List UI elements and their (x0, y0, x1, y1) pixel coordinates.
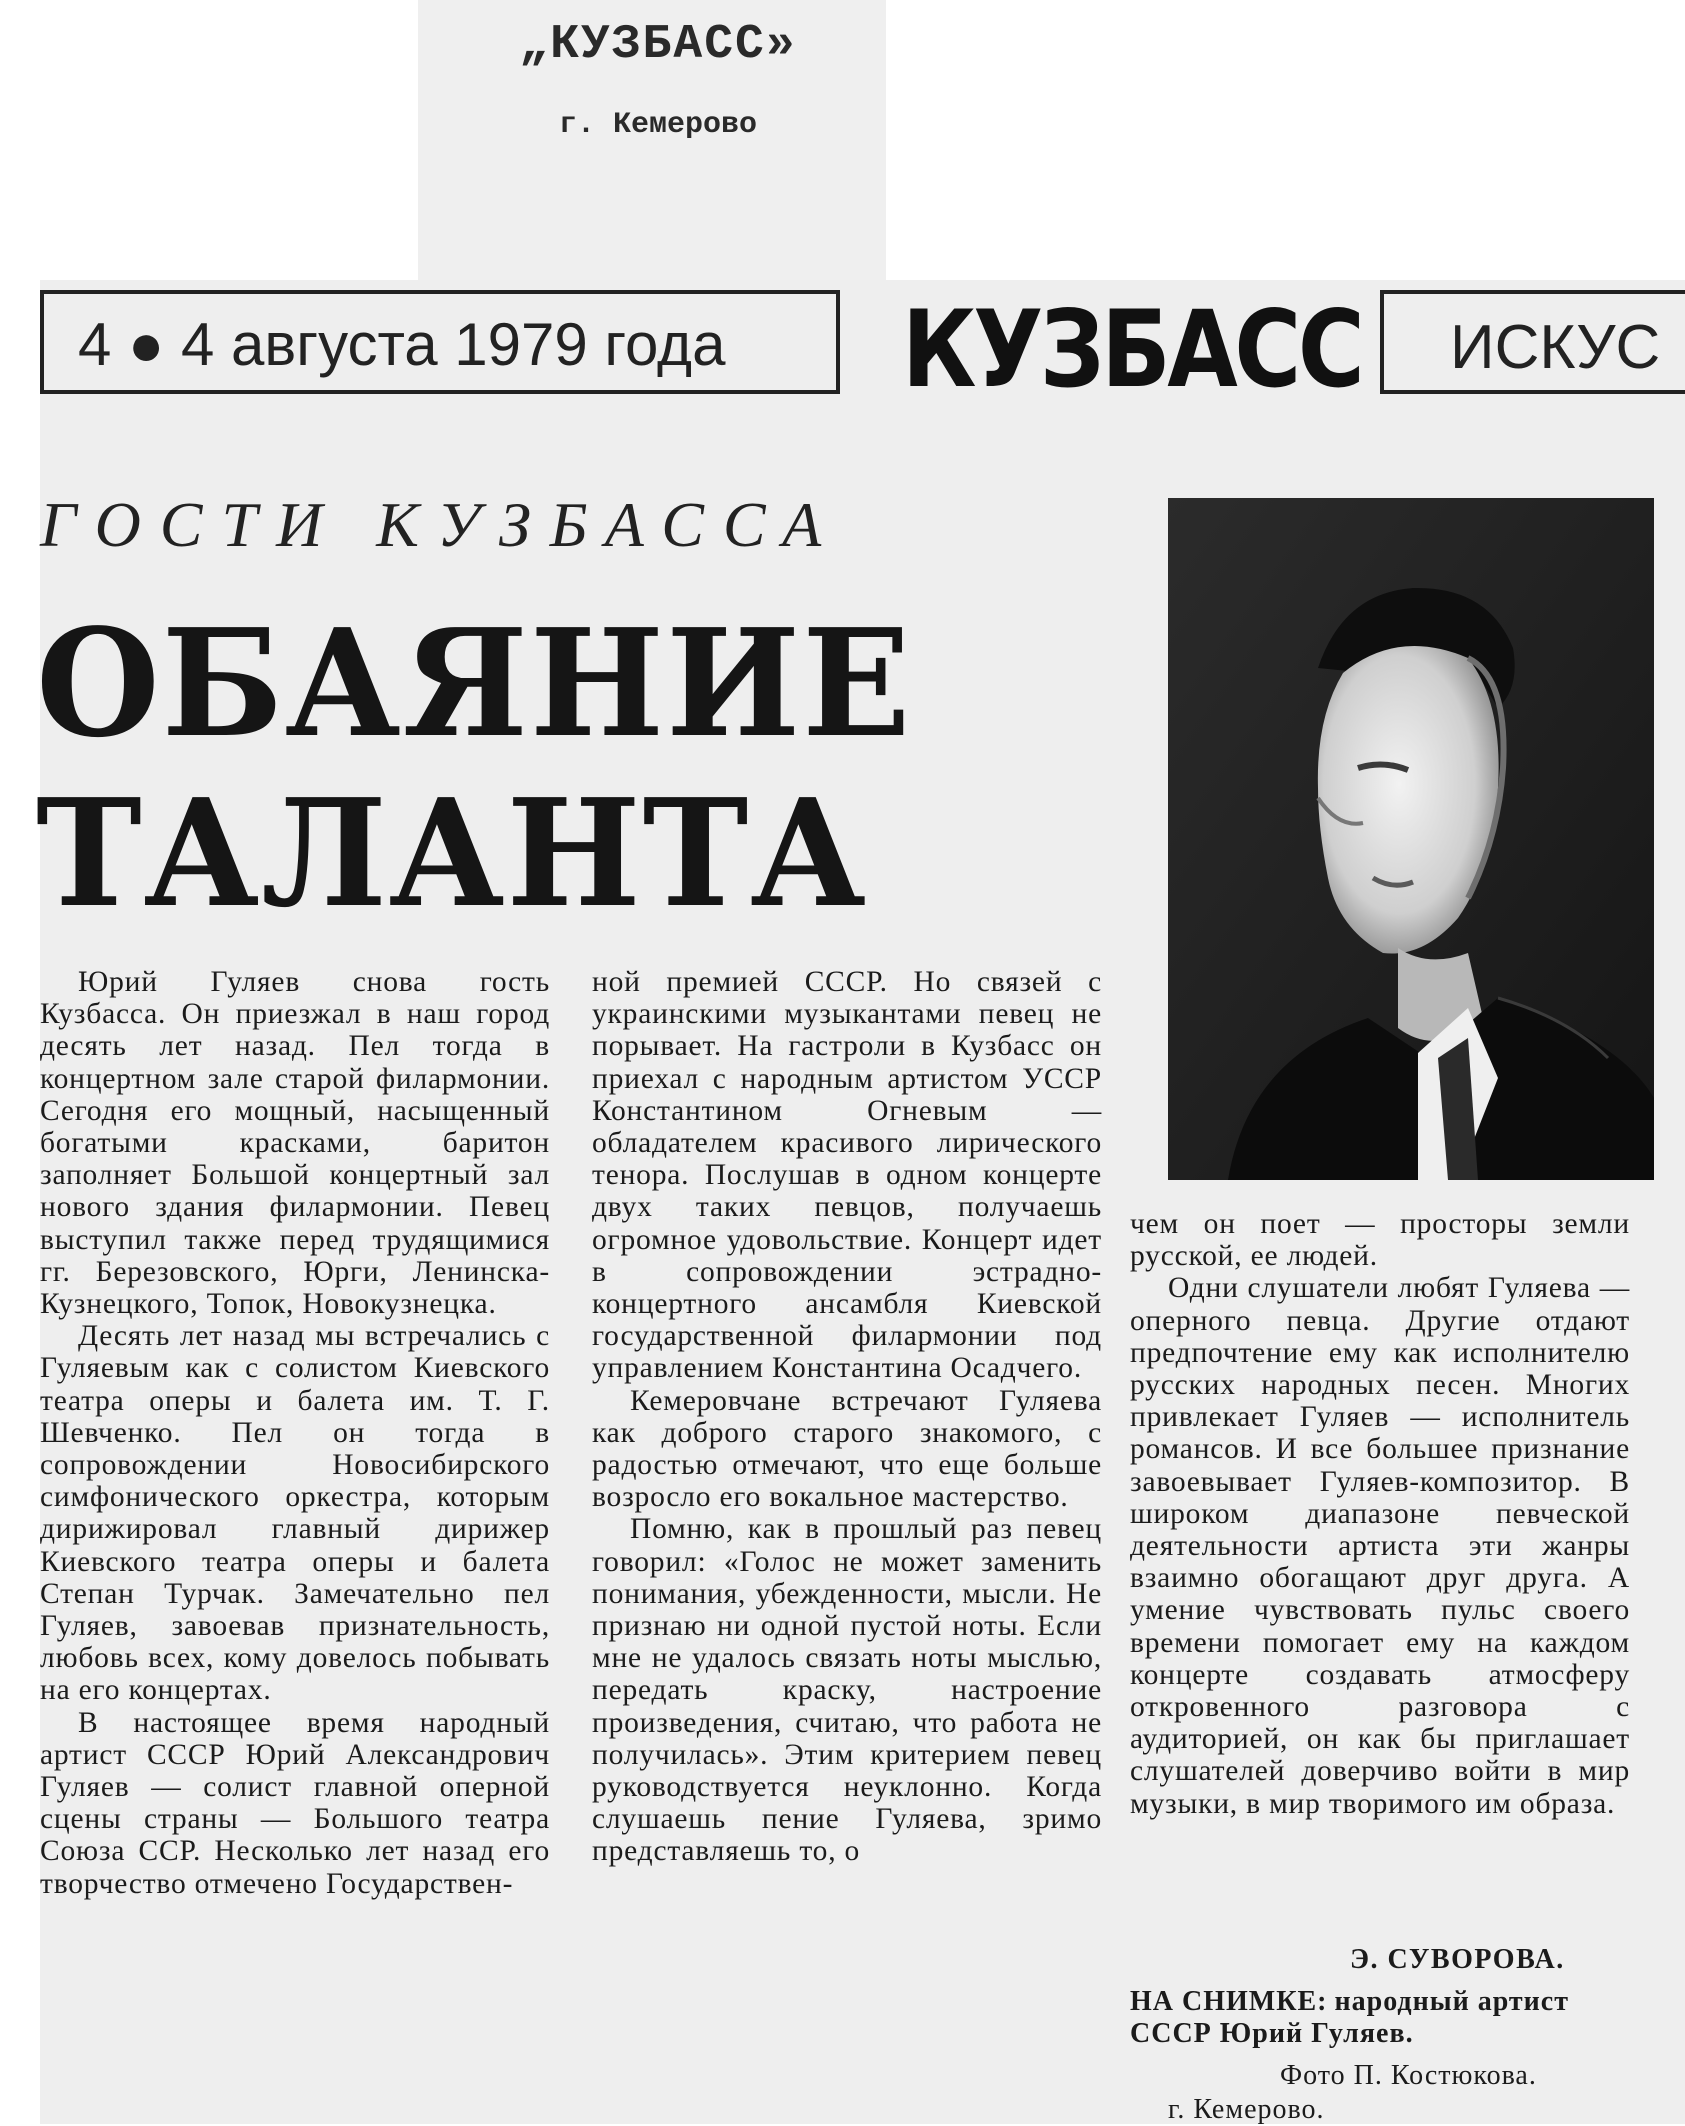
paragraph: Одни слушатели любят Гуляева — оперного певца. Другие отдают предпочтение ему как исполнителю русских народных песен. Многих привлекает Гуляев — исполнитель романсов. И все большее признание завоевывает Гуляев-композитор. В широком диапазоне певческой деятельности артиста эти жанры взаимно обогащают друг друга. А умение чувствовать пульс своего времени помогает ему на каждом концерте создавать атмосферу откровенного разговора с аудиторией, он как бы приглашает слушателей доверчиво войти в мир музыки, в мир творимого им образа. (1130, 1272, 1630, 1820)
newspaper-clipping (36, 280, 1685, 2125)
stamp-newspaper-name: „КУЗБАСС» (519, 18, 797, 72)
article-author: Э. СУВОРОВА. (1350, 1944, 1565, 1975)
caption-text: народный артист СССР Юрий Гуляев. (1130, 1986, 1569, 2049)
clipping-stamp (418, 0, 886, 290)
singer-portrait-photo (1168, 498, 1654, 1180)
caption-label: НА СНИМКЕ: (1130, 1986, 1328, 2017)
paragraph: ной премией СССР. Но связей с украинскими музыкантами певец не порывает. На гастроли в Кузбасс он приехал с народным артистом УССР Константином Огневым — обладателем красивого лирического тенора. Послушав в одном концерте двух таких певцов, получаешь огромное удовольствие. Концерт идет в сопровождении эстрадно-концертного ансамбля Киевской государственной филармонии под управлением Константина Осадчего. (592, 966, 1102, 1385)
article-column-1 (40, 966, 550, 1900)
paragraph: Юрий Гуляев снова гость Кузбасса. Он приезжал в наш город десять лет назад. Пел тогда в концертном зале старой филармонии. Сегодня его мощный, насыщенный богатыми красками, баритон заполняет Большой концертный зал нового здания филармонии. Певец выступил также перед трудящимися гг. Березовского, Юрги, Ленинска-Кузнецкого, Топок, Новокузнецка. (40, 966, 550, 1321)
issue-date: 4 ● 4 августа 1979 года (78, 311, 726, 378)
paragraph: Помню, как в прошлый раз певец говорил: «Голос не может заменить понимания, убежденности, мысли. Не признаю ни одной пустой ноты. Если мне не удалось связать ноты мыслью, передать краску, настроение произведения, считаю, что работа не получилась». Этим критерием певец руководствуется неуклонно. Когда слушаешь пение Гуляева, зримо представляешь то, о (592, 1513, 1102, 1868)
photo-credit: Фото П. Костюкова. (1280, 2060, 1537, 2091)
section-label: ИСКУС (1450, 313, 1661, 382)
article-column-3 (1130, 1208, 1630, 1820)
article-headline (36, 598, 1116, 938)
article-rubric: ГОСТИ КУЗБАССА (40, 489, 841, 560)
newspaper-masthead (902, 288, 1370, 411)
issue-date-box (40, 290, 840, 394)
paragraph: В настоящее время народный артист СССР Юрий Александрович Гуляев — солист главной оперной сцены страны — Большого театра Союза ССР. Несколько лет назад его творчество отмечено Государствен- (40, 1706, 550, 1900)
headline-line-1: ОБАЯНИЕ (36, 596, 913, 770)
photo-caption (1130, 1986, 1650, 2050)
portrait-image (1168, 498, 1654, 1180)
article-column-2 (592, 966, 1102, 1868)
paragraph: чем он поет — просторы земли русской, ее людей. (1130, 1208, 1630, 1273)
photo-city: г. Кемерово. (1168, 2094, 1325, 2125)
stamp-city: г. Кемерово (558, 108, 758, 142)
paragraph: Кемеровчане встречают Гуляева как доброго старого знакомого, с радостью отмечают, что еще больше возросло его вокальное мастерство. (592, 1384, 1102, 1514)
headline-line-2: ТАЛАНТА (36, 766, 868, 940)
masthead-title: КУЗБАСС (902, 288, 1362, 411)
paragraph: Десять лет назад мы встречались с Гуляевым как с солистом Киевского театра оперы и балета им. Т. Г. Шевченко. Пел он тогда в сопровождении Новосибирского симфонического оркестра, которым дирижировал главный дирижер Киевского театра оперы и балета Степан Турчак. Замечательно пел Гуляев, завоевав признательность, любовь всех, кому довелось побывать на его концертах. (40, 1320, 550, 1707)
section-label-box (1380, 290, 1685, 394)
